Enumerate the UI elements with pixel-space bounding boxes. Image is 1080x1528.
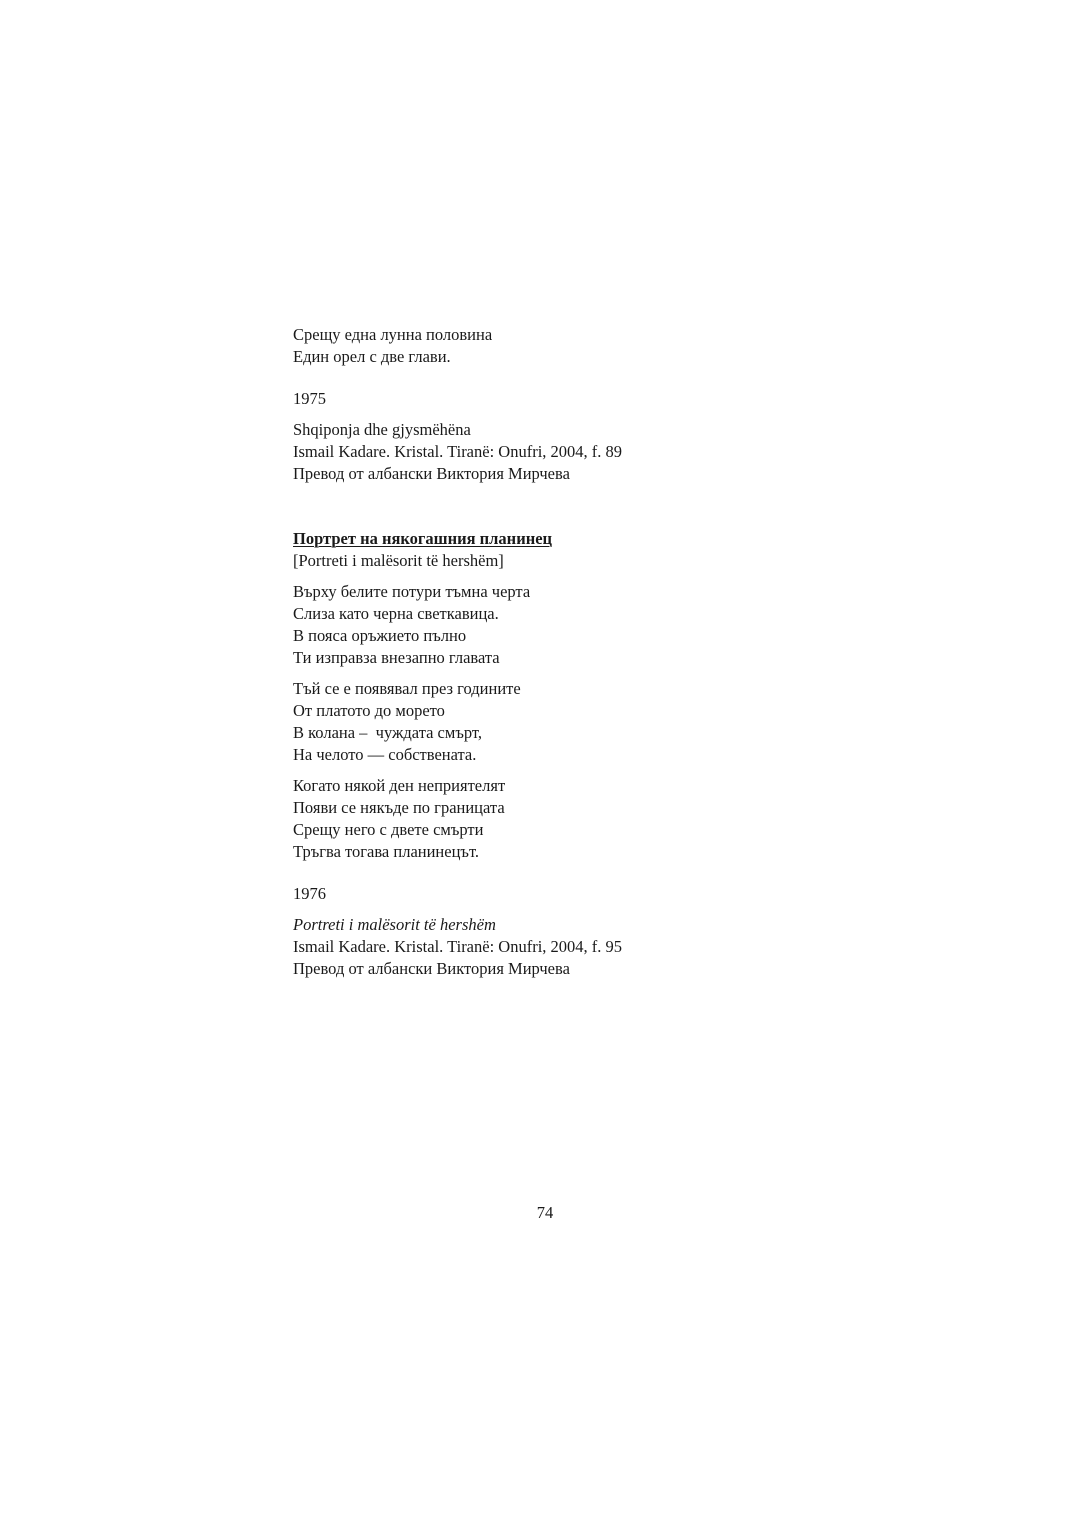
poem-line: Появи се някъде по границата (293, 798, 505, 817)
page-number: 74 (536, 1203, 554, 1222)
source-title: Shqiponja dhe gjysmëhëna (293, 420, 471, 439)
poem-line: Върху белите потури тъмна черта (293, 582, 531, 601)
poem-ending (293, 324, 793, 368)
poem-line: Тъй се е появявал през годините (293, 679, 521, 698)
stanza (293, 581, 793, 669)
poem-line: Един орел с две глави. (293, 347, 451, 366)
poem-line: Срещу една лунна половина (293, 325, 493, 344)
poem-line: Тръгва тогава планинецът. (293, 842, 480, 861)
translator-credit: Превод от албански Виктория Мирчева (293, 464, 570, 483)
source-title: Portreti i malësorit të hershëm (293, 915, 496, 934)
poem-line: В колана – чуждата смърт, (293, 723, 482, 742)
source-citation (293, 419, 793, 485)
stanza (293, 678, 793, 766)
source-reference: Ismail Kadare. Kristal. Tiranë: Onufri, 2004, f. 89 (293, 442, 623, 461)
source-citation (293, 914, 793, 980)
poem-line: На челото — собствената. (293, 745, 477, 764)
poem-year: 1976 (293, 884, 326, 903)
poem-title: Портрет на някогашния планинец (293, 529, 553, 548)
original-title: [Portreti i malësorit të hershëm] (293, 551, 504, 570)
poem-line: Срещу него с двете смърти (293, 820, 484, 839)
poem-line: Когато някой ден неприятелят (293, 776, 506, 795)
page-content (293, 324, 793, 980)
poem-line: Слиза като черна светкавица. (293, 604, 499, 623)
stanza (293, 775, 793, 863)
source-reference: Ismail Kadare. Kristal. Tiranë: Onufri, 2004, f. 95 (293, 937, 623, 956)
poem-line: Ти изправза внезапно главата (293, 648, 500, 667)
poem-line: От платото до морето (293, 701, 445, 720)
translator-credit: Превод от албански Виктория Мирчева (293, 959, 570, 978)
poem-line: В пояса оръжието пълно (293, 626, 467, 645)
poem-year: 1975 (293, 389, 326, 408)
